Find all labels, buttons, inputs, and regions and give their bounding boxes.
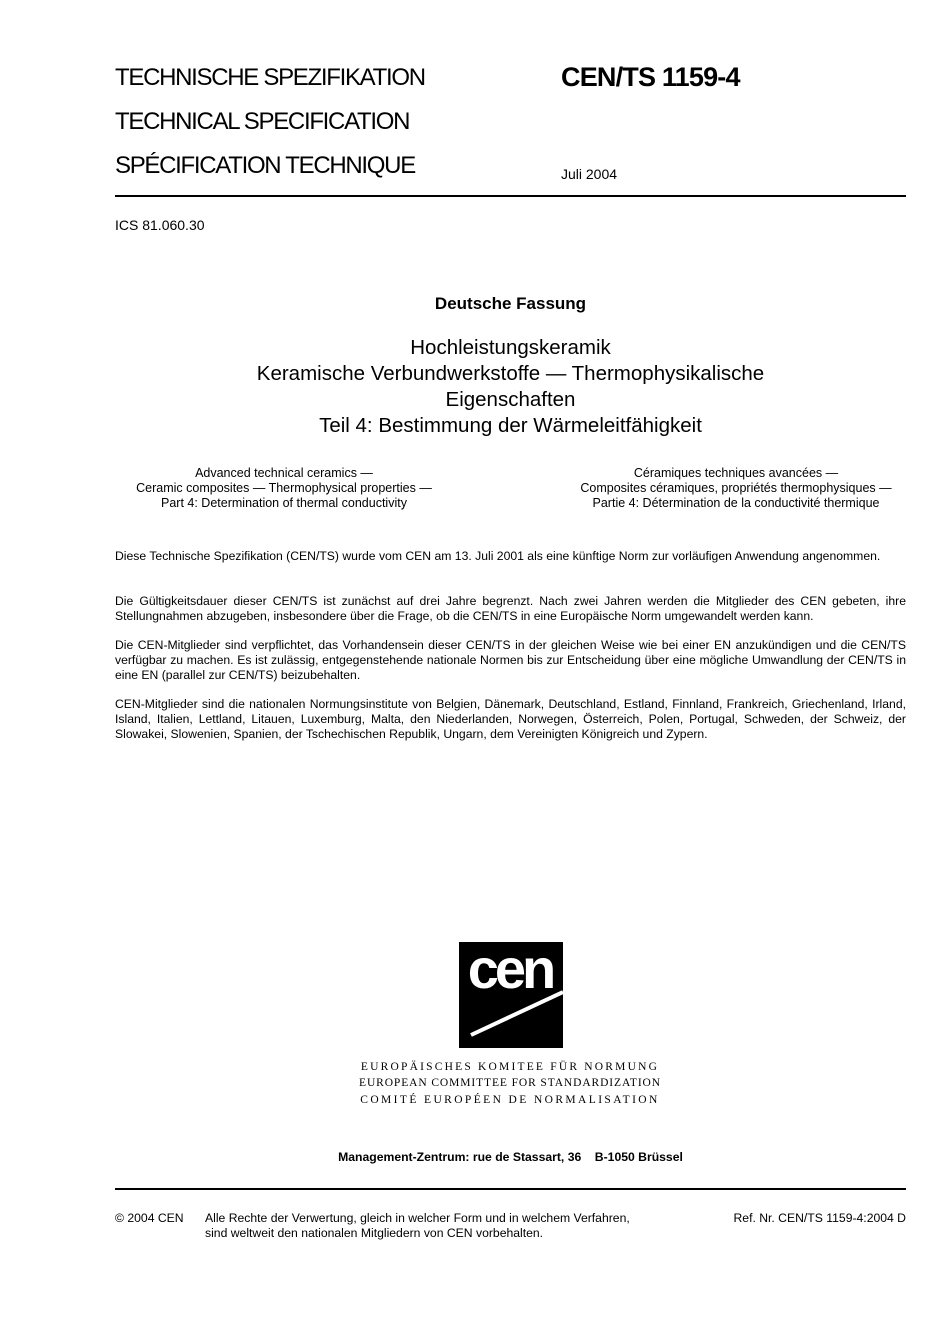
main-title-line: Keramische Verbundwerkstoffe — Thermophysikalische <box>256 362 765 385</box>
spec-title-fr: SPÉCIFICATION TECHNIQUE <box>115 152 415 179</box>
org-name-en: EUROPEAN COMMITTEE FOR STANDARDIZATION <box>359 1077 661 1089</box>
paragraph-obligations: Die CEN-Mitglieder sind verpflichtet, das Vorhandensein dieser CEN/TS in der gleichen Weise wie bei einer EN anzukündigen und die CEN/TS verfügbar zu machen. Es ist zulässig, entgegenstehende nationale Normen bis zur Entscheidung über eine mögliche Umwandlung der CEN/TS in eine EN (parallel zur CEN/TS) beizubehalten. <box>115 638 906 682</box>
ics-code: ICS 81.060.30 <box>115 217 205 233</box>
standard-number: CEN/TS 1159-4 <box>561 62 740 92</box>
title-french <box>526 466 946 511</box>
main-title-line: Eigenschaften <box>445 388 576 411</box>
main-title-line: Teil 4: Bestimmung der Wärmeleitfähigkeit <box>319 414 702 437</box>
title-french-line: Céramiques techniques avancées — <box>633 466 839 480</box>
paragraph-validity: Die Gültigkeitsdauer dieser CEN/TS ist zunächst auf drei Jahre begrenzt. Nach zwei Jahren werden die Mitglieder des CEN gebeten, ihre Stellungnahmen abzugeben, insbesondere über die Frage, ob die CEN/TS in eine Europäische Norm umgewandelt werden kann. <box>115 594 906 623</box>
title-english-line: Advanced technical ceramics — <box>195 466 373 480</box>
org-name-de: EUROPÄISCHES KOMITEE FÜR NORMUNG <box>360 1061 660 1073</box>
main-title-line: Hochleistungskeramik <box>410 336 611 359</box>
title-english-line: Part 4: Determination of thermal conductivity <box>161 496 407 510</box>
paragraph-members: CEN-Mitglieder sind die nationalen Normungsinstitute von Belgien, Dänemark, Deutschland, Estland, Finnland, Frankreich, Griechenland, Irland, Island, Italien, Lettland, Litauen, Luxemburg, Malta, den Niederlanden, Norwegen, Österreich, Polen, Portugal, Schweden, der Schweiz, der Slowakei, Slowenien, Spanien, der Tschechischen Republik, Ungarn, dem Vereinigten Königreich und Zypern. <box>115 697 906 741</box>
spec-title-en: TECHNICAL SPECIFICATION <box>115 108 410 135</box>
publication-date: Juli 2004 <box>561 166 618 182</box>
title-english <box>74 466 494 511</box>
main-title <box>115 335 906 439</box>
title-french-line: Composites céramiques, propriétés thermophysiques — <box>580 481 892 495</box>
title-french-line: Partie 4: Détermination de la conductivité thermique <box>592 496 880 510</box>
spec-title-de: TECHNISCHE SPEZIFIKATION <box>115 64 425 91</box>
reference-number: Ref. Nr. CEN/TS 1159-4:2004 D <box>733 1211 906 1225</box>
paragraph-adoption: Diese Technische Spezifikation (CEN/TS) wurde vom CEN am 13. Juli 2001 als eine künftige Norm zur vorläufigen Anwendung angenommen. <box>115 549 881 563</box>
copyright: © 2004 CEN <box>115 1211 184 1225</box>
management-address: Management-Zentrum: rue de Stassart, 36 B-1050 Brüssel <box>338 1150 683 1164</box>
title-english-line: Ceramic composites — Thermophysical properties — <box>136 481 432 495</box>
rights-notice: Alle Rechte der Verwertung, gleich in welcher Form und in welchem Verfahren, sind weltweit den nationalen Mitgliedern von CEN vorbehalten. <box>205 1211 630 1240</box>
org-name-fr: COMITÉ EUROPÉEN DE NORMALISATION <box>360 1094 660 1106</box>
footer-divider <box>115 1188 906 1190</box>
cen-logo <box>459 942 563 1048</box>
svg-text:cen: cen <box>467 942 553 1000</box>
header-divider <box>115 195 906 197</box>
version-label: Deutsche Fassung <box>434 294 587 313</box>
